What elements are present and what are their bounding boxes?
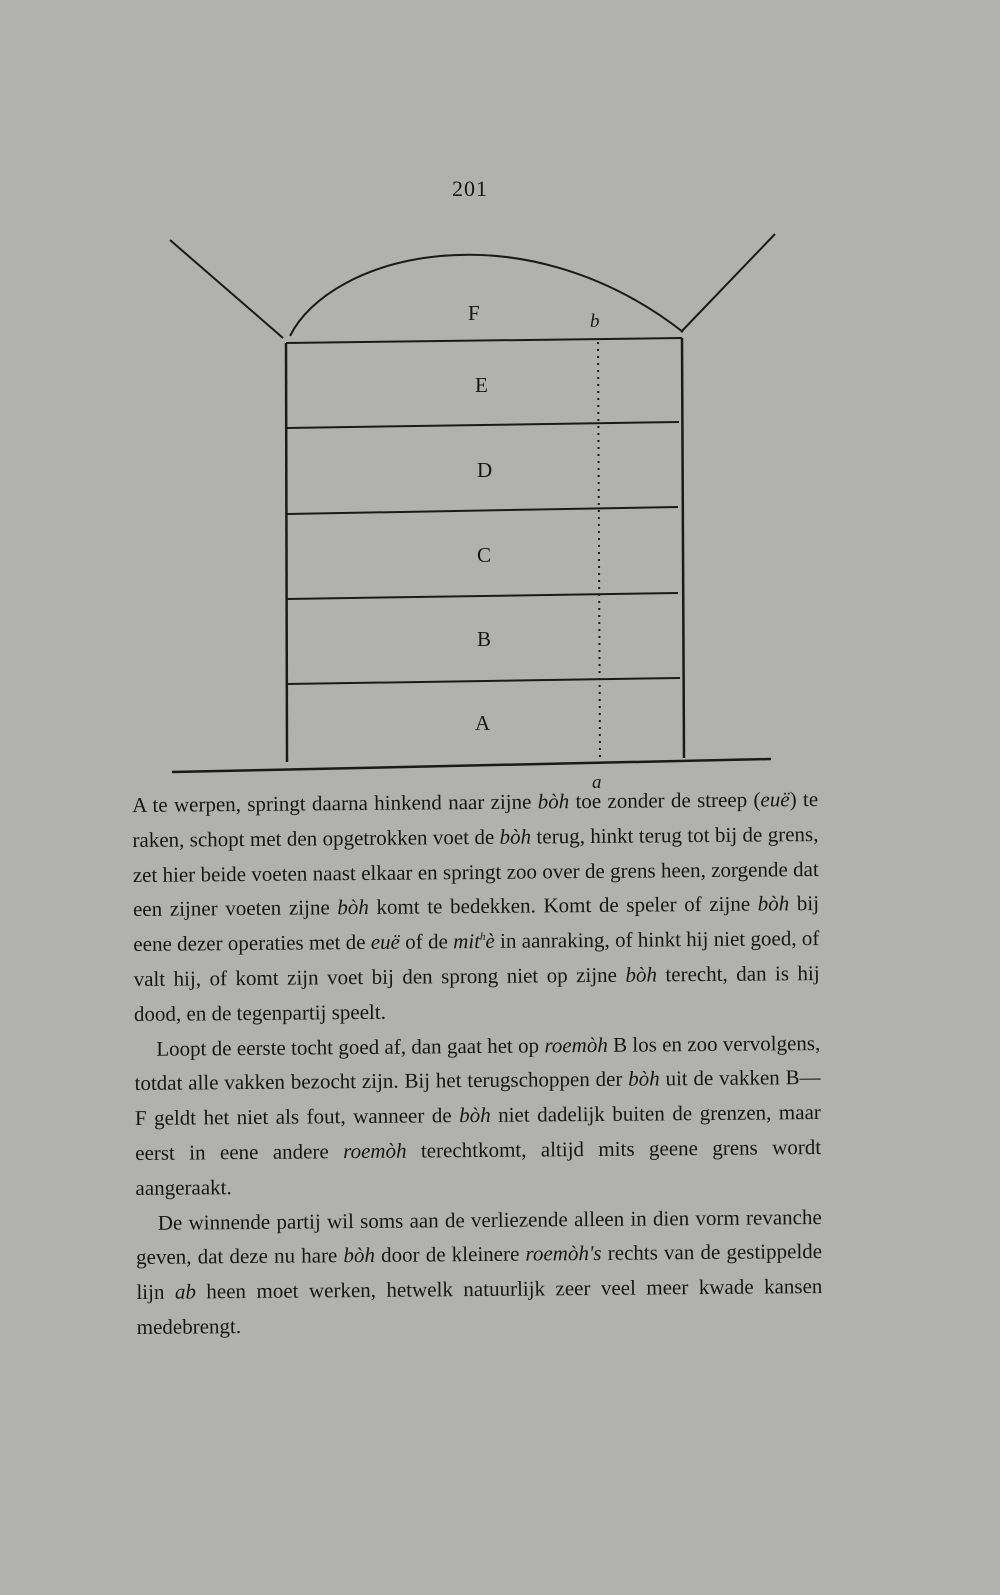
- zone-f-label: F: [468, 301, 480, 325]
- grid-top-line: [286, 338, 682, 343]
- body-text: [132, 782, 823, 1345]
- grid-left-line: [286, 343, 287, 762]
- dotted-line-ab: [598, 342, 600, 762]
- zone-d-label: D: [477, 458, 493, 482]
- baseline: [172, 759, 771, 772]
- zone-c-label: C: [477, 543, 492, 567]
- page-number: 201: [452, 176, 488, 201]
- paragraph-3: De winnende partij wil soms aan de verliezende alleen in dien vorm revanche geven, dat deze nu hare bòh door de kleinere roemòh's rechts van de gestippelde lijn ab heen moet werken, hetwelk natuurlijk zeer veel meer kwade kansen medebrengt.: [135, 1204, 823, 1339]
- grid-right-line: [682, 338, 684, 758]
- zone-e-label: E: [475, 373, 488, 397]
- divider-c-b: [287, 593, 678, 599]
- paragraph-1: A te werpen, springt daarna hinkend naar zijne bòh toe zonder de streep (euë) te raken, schopt met den opgetrokken voet de bòh terug, hinkt terug tot bij de grens, zet hier beide voeten naast elkaar en springt zoo over de grens heen, zorgende dat een zijner voeten zijne bòh komt te bedekken. Komt de speler of zijne bòh bij eene dezer operaties met de euë of de mit$^h$è in aanraking, of hinkt hij niet goed, of valt hij, of komt zijn voet bij den sprong niet op zijne bòh terecht, dan is hij dood, en de tegenpartij speelt.: [132, 787, 820, 1026]
- mithe-term: mit$^h$è: [453, 929, 495, 954]
- zone-b-label: B: [477, 627, 492, 651]
- divider-e-d: [287, 422, 679, 428]
- divider-d-c: [287, 507, 678, 514]
- left-wing-line: [170, 240, 283, 338]
- divider-b-a: [287, 678, 680, 684]
- point-b-label: b: [590, 311, 600, 332]
- arch-curve: [290, 255, 683, 336]
- zone-a-label: A: [475, 711, 491, 735]
- right-wing-line: [681, 234, 775, 332]
- point-a-label: a: [592, 772, 602, 793]
- paragraph-2: Loopt de eerste tocht goed af, dan gaat het op roemòh B los en zoo vervolgens, totdat alle vakken bezocht zijn. Bij het terugschoppen der bòh uit de vakken B—F geldt het niet als fout, wanneer de bòh niet dadelijk buiten de grenzen, maar eerst in eene andere roemòh terechtkomt, altijd mits geene grens wordt aangeraakt.: [134, 1030, 822, 1200]
